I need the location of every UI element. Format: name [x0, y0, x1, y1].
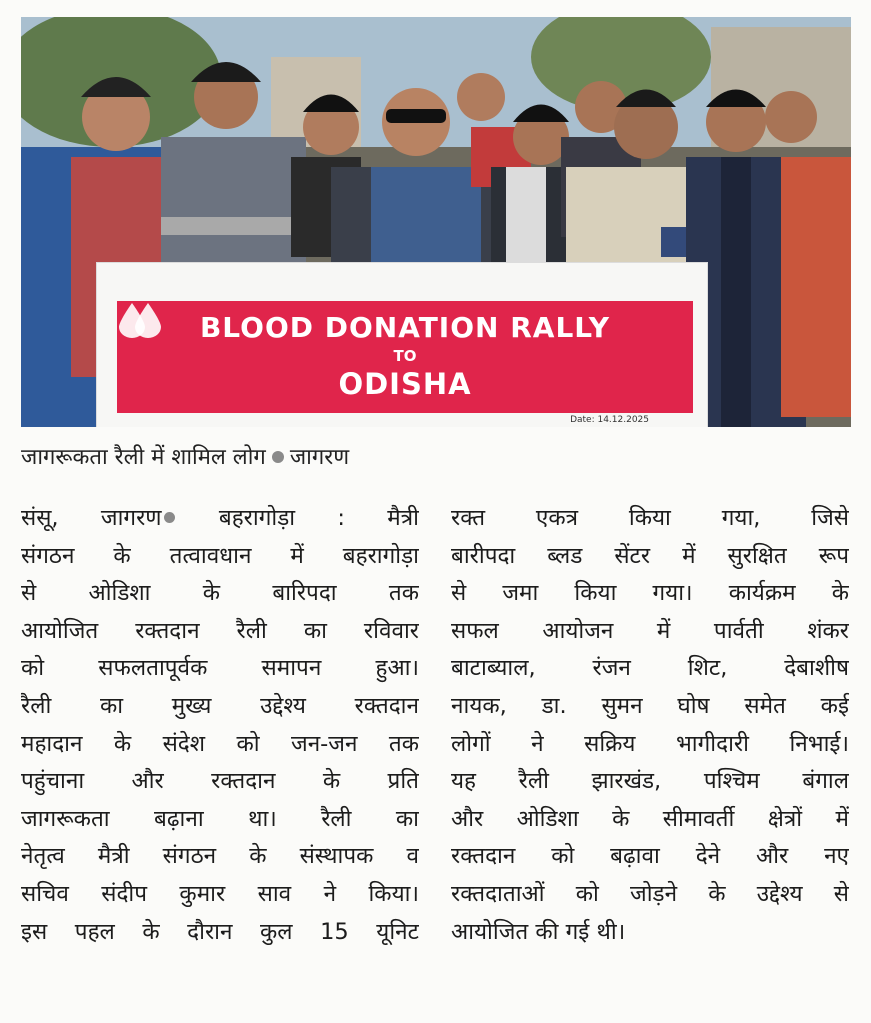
blood-drop-icon [117, 301, 147, 339]
article-line: आयोजित की गई थी। [451, 918, 626, 945]
article-line: बाटाब्याल, रंजन शिट, देबाशीष [451, 655, 849, 682]
caption-source: जागरण [289, 445, 350, 470]
article-line: लोगों ने सक्रिय भागीदारी निभाई। [451, 730, 849, 757]
article-line: रक्त एकत्र किया गया, जिसे [451, 505, 849, 531]
article-column-left [21, 500, 419, 951]
article-line: पहुंचाना और रक्तदान के प्रति [21, 768, 419, 795]
article-column-right [451, 500, 849, 951]
photo-caption [21, 441, 349, 471]
rally-banner [96, 262, 708, 427]
banner-date: Date: 14.12.2025 [570, 415, 649, 425]
article-line: से ओडिशा के बारिपदा तक [21, 580, 419, 607]
article-line: और ओडिशा के सीमावर्ती क्षेत्रों में [451, 805, 849, 832]
article-line: से जमा किया गया। कार्यक्रम के [451, 580, 849, 607]
banner-destination: ODISHA [338, 367, 472, 401]
article-line: यह रैली झारखंड, पश्चिम बंगाल [451, 768, 849, 795]
article-line: आयोजित रक्तदान रैली का रविवार [21, 617, 419, 644]
dateline-rest: बहरागोड़ा : मैत्री [176, 505, 419, 531]
article-line: सफल आयोजन में पार्वती शंकर [451, 617, 849, 644]
banner-red-panel [117, 301, 693, 413]
news-photo [21, 17, 851, 427]
banner-title: BLOOD DONATION RALLY [199, 311, 611, 344]
caption-text: जागरूकता रैली में शामिल लोग [21, 445, 266, 470]
article-line: संगठन के तत्वावधान में बहरागोड़ा [21, 542, 419, 569]
bullet-dot-icon [164, 512, 175, 523]
article-line: बारीपदा ब्लड सेंटर में सुरक्षित रूप [451, 542, 849, 569]
dateline-source: संसू, जागरण [21, 505, 162, 531]
article-line: इस पहल के दौरान कुल 15 यूनिट [21, 918, 419, 945]
bullet-dot-icon [272, 451, 284, 463]
article-line: सचिव संदीप कुमार साव ने किया। [21, 880, 419, 907]
article-line: रक्तदाताओं को जोड़ने के उद्देश्य से [451, 880, 849, 907]
article-line: नायक, डा. सुमन घोष समेत कई [451, 692, 849, 719]
article-line: रैली का मुख्य उद्देश्य रक्तदान [21, 692, 419, 719]
article-line [21, 500, 419, 538]
article-line: नेतृत्व मैत्री संगठन के संस्थापक व [21, 843, 419, 870]
article-line: रक्तदान को बढ़ावा देने और नए [451, 843, 849, 870]
article-line: जागरूकता बढ़ाना था। रैली का [21, 805, 419, 832]
article-line: महादान के संदेश को जन-जन तक [21, 730, 419, 757]
banner-to: TO [393, 347, 417, 365]
article-line: को सफलतापूर्वक समापन हुआ। [21, 655, 419, 682]
